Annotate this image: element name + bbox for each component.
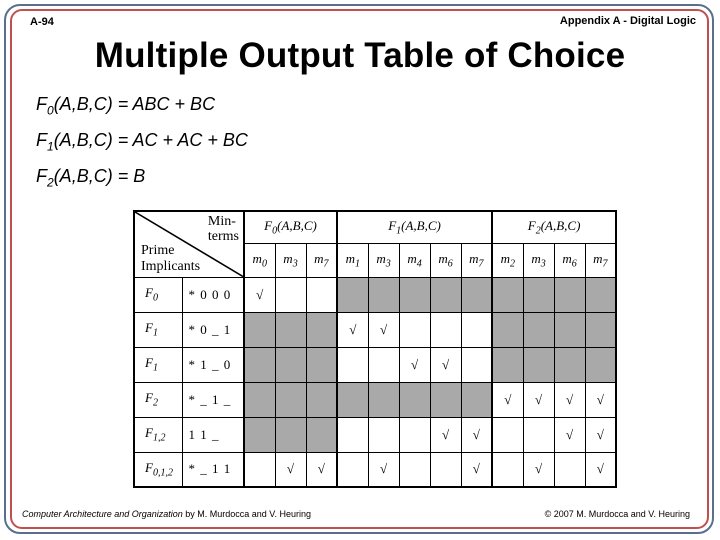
- minterm-header: $m_3$: [368, 243, 399, 277]
- empty-cell: [399, 452, 430, 487]
- check-mark-cell: √: [244, 277, 275, 312]
- shaded-cell: [554, 312, 585, 347]
- function-header-f0: $F_0(A,B,C)$: [244, 211, 337, 243]
- implicant-function-label: $F_1$: [134, 347, 182, 382]
- implicant-function-label: $F_1$: [134, 312, 182, 347]
- minterm-header: $m_0$: [244, 243, 275, 277]
- shaded-cell: [337, 277, 368, 312]
- shaded-cell: [368, 382, 399, 417]
- shaded-cell: [585, 277, 616, 312]
- check-mark-cell: √: [585, 382, 616, 417]
- shaded-cell: [430, 277, 461, 312]
- check-mark-cell: √: [337, 312, 368, 347]
- implicant-term: * _ 1 1: [182, 452, 244, 487]
- empty-cell: [244, 452, 275, 487]
- implicant-function-label: $F_{0,1,2}$: [134, 452, 182, 487]
- table-row: [134, 452, 616, 487]
- shaded-cell: [523, 277, 554, 312]
- shaded-cell: [244, 312, 275, 347]
- shaded-cell: [492, 277, 523, 312]
- empty-cell: [399, 417, 430, 452]
- shaded-cell: [585, 312, 616, 347]
- table-corner-header: [134, 211, 244, 277]
- shaded-cell: [461, 277, 492, 312]
- shaded-cell: [399, 382, 430, 417]
- check-mark-cell: √: [399, 347, 430, 382]
- shaded-cell: [244, 382, 275, 417]
- equation-f2: $F_2(A,B,C) = B$: [36, 166, 146, 190]
- check-mark-cell: √: [461, 452, 492, 487]
- implicant-function-label: $F_{1,2}$: [134, 417, 182, 452]
- empty-cell: [368, 417, 399, 452]
- shaded-cell: [244, 347, 275, 382]
- check-mark-cell: √: [523, 382, 554, 417]
- check-mark-cell: √: [430, 417, 461, 452]
- corner-implicants-label: Prime Implicants: [141, 242, 201, 274]
- footer-copyright: © 2007 M. Murdocca and V. Heuring: [544, 509, 690, 519]
- empty-cell: [368, 347, 399, 382]
- table-row: [134, 312, 616, 347]
- shaded-cell: [306, 417, 337, 452]
- shaded-cell: [492, 312, 523, 347]
- implicant-function-label: $F_2$: [134, 382, 182, 417]
- minterm-header: $m_2$: [492, 243, 523, 277]
- slide-number: A-94: [30, 16, 54, 28]
- check-mark-cell: √: [306, 452, 337, 487]
- implicant-term: * _ 1 _: [182, 382, 244, 417]
- implicant-function-label: $F_0$: [134, 277, 182, 312]
- empty-cell: [430, 452, 461, 487]
- shaded-cell: [523, 312, 554, 347]
- chapter-label: Appendix A - Digital Logic: [559, 15, 696, 27]
- check-mark-cell: √: [585, 452, 616, 487]
- shaded-cell: [275, 312, 306, 347]
- empty-cell: [275, 277, 306, 312]
- implicant-term: 1 1 _: [182, 417, 244, 452]
- minterm-header: $m_6$: [430, 243, 461, 277]
- empty-cell: [337, 347, 368, 382]
- table-row: [134, 417, 616, 452]
- check-mark-cell: √: [554, 417, 585, 452]
- check-mark-cell: √: [368, 452, 399, 487]
- minterm-header: $m_7$: [585, 243, 616, 277]
- shaded-cell: [554, 277, 585, 312]
- empty-cell: [337, 417, 368, 452]
- function-header-f2: $F_2(A,B,C)$: [492, 211, 616, 243]
- minterm-header: $m_6$: [554, 243, 585, 277]
- footer-book-credit: Computer Architecture and Organization by M. Murdocca and V. Heuring: [22, 509, 311, 519]
- shaded-cell: [399, 277, 430, 312]
- minterm-header: $m_3$: [275, 243, 306, 277]
- empty-cell: [306, 277, 337, 312]
- prime-implicant-table: [133, 210, 617, 488]
- shaded-cell: [554, 347, 585, 382]
- function-header-f1: $F_1(A,B,C)$: [337, 211, 492, 243]
- empty-cell: [461, 312, 492, 347]
- empty-cell: [492, 417, 523, 452]
- check-mark-cell: √: [492, 382, 523, 417]
- shaded-cell: [523, 347, 554, 382]
- check-mark-cell: √: [368, 312, 399, 347]
- equation-f0: $F_0(A,B,C)$ = ABC + BC: [36, 94, 216, 118]
- shaded-cell: [337, 382, 368, 417]
- empty-cell: [523, 417, 554, 452]
- empty-cell: [461, 347, 492, 382]
- shaded-cell: [306, 312, 337, 347]
- table-row: [134, 347, 616, 382]
- shaded-cell: [244, 417, 275, 452]
- shaded-cell: [430, 382, 461, 417]
- slide-title: Multiple Output Table of Choice: [94, 36, 626, 75]
- equation-f1: $F_1(A,B,C)$ = AC + AC + BC: [36, 130, 248, 154]
- minterm-header: $m_7$: [461, 243, 492, 277]
- shaded-cell: [585, 347, 616, 382]
- check-mark-cell: √: [461, 417, 492, 452]
- implicant-term: * 0 0 0: [182, 277, 244, 312]
- check-mark-cell: √: [523, 452, 554, 487]
- shaded-cell: [275, 347, 306, 382]
- table-row: [134, 277, 616, 312]
- check-mark-cell: √: [585, 417, 616, 452]
- empty-cell: [337, 452, 368, 487]
- check-mark-cell: √: [430, 347, 461, 382]
- shaded-cell: [492, 347, 523, 382]
- implicant-term: * 1 _ 0: [182, 347, 244, 382]
- empty-cell: [554, 452, 585, 487]
- empty-cell: [430, 312, 461, 347]
- shaded-cell: [306, 347, 337, 382]
- check-mark-cell: √: [554, 382, 585, 417]
- implicant-term: * 0 _ 1: [182, 312, 244, 347]
- minterm-header: $m_1$: [337, 243, 368, 277]
- minterm-header: $m_3$: [523, 243, 554, 277]
- empty-cell: [492, 452, 523, 487]
- table-row: [134, 382, 616, 417]
- shaded-cell: [275, 417, 306, 452]
- shaded-cell: [275, 382, 306, 417]
- check-mark-cell: √: [275, 452, 306, 487]
- corner-minterms-label: Min- terms: [207, 214, 239, 244]
- minterm-header: $m_4$: [399, 243, 430, 277]
- shaded-cell: [368, 277, 399, 312]
- shaded-cell: [461, 382, 492, 417]
- empty-cell: [399, 312, 430, 347]
- minterm-header: $m_7$: [306, 243, 337, 277]
- shaded-cell: [306, 382, 337, 417]
